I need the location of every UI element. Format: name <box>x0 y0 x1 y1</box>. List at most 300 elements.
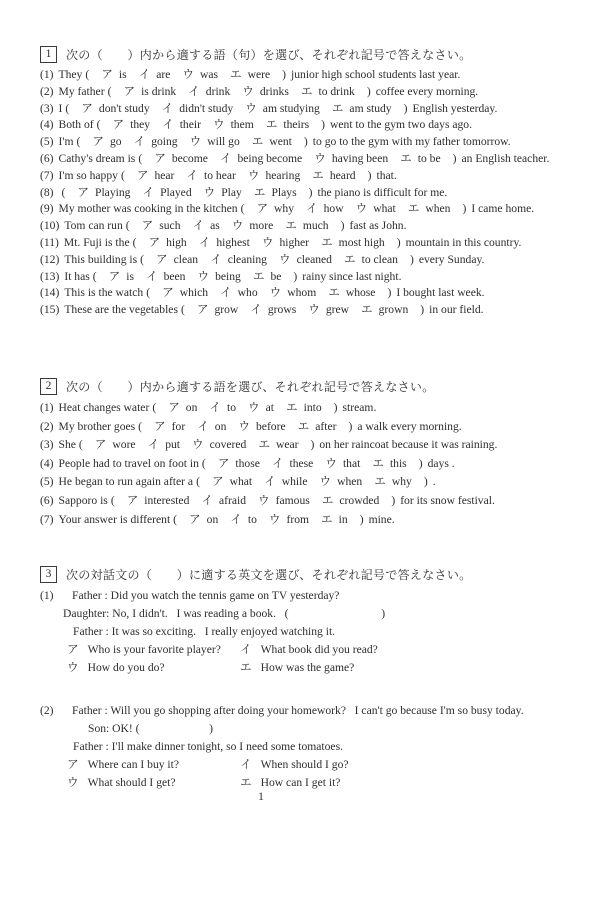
section-number-box: 3 <box>40 566 57 583</box>
question-line <box>40 285 574 302</box>
dialogue-text: Father : I'll make dinner tonight, so I need some tomatoes. <box>73 740 343 754</box>
option-text: to <box>227 400 237 414</box>
option-kana: ウ <box>242 84 254 98</box>
option-kana: エ <box>321 493 334 507</box>
question-number: (9) <box>40 202 54 216</box>
option-text: after <box>315 419 337 433</box>
option-kana: エ <box>253 185 266 199</box>
option-kana: ア <box>112 118 125 132</box>
question-number: (12) <box>40 252 60 266</box>
option-kana: ア <box>256 202 269 216</box>
question-post-text: stream. <box>342 400 377 414</box>
option-text: being <box>215 269 241 283</box>
option-text: cleaning <box>227 252 267 266</box>
close-paren: ) <box>418 456 423 470</box>
close-paren: ) <box>396 235 401 249</box>
option-text: why <box>391 475 412 489</box>
option-kana: ウ <box>269 286 282 300</box>
option-kana: エ <box>285 219 297 233</box>
question-number: (14) <box>40 286 60 300</box>
choice-item <box>67 756 240 774</box>
option-text: to clean <box>361 252 398 266</box>
section-3 <box>40 566 574 792</box>
option-text: interested <box>144 493 190 507</box>
option-text: what <box>229 475 253 489</box>
option-kana: イ <box>142 185 155 199</box>
choice-text: What book did you read? <box>260 643 378 657</box>
option-kana: ア <box>196 303 209 317</box>
option-kana: イ <box>250 303 262 317</box>
section-1 <box>40 46 574 319</box>
option-text: is <box>126 269 134 283</box>
close-paren: ) <box>403 101 408 115</box>
option-text: put <box>165 438 181 452</box>
option-text: what <box>373 202 396 216</box>
close-paren: ) <box>391 493 396 507</box>
option-text: drink <box>205 84 231 98</box>
option-kana: ア <box>77 185 90 199</box>
open-paren: ( <box>196 475 200 489</box>
question-line <box>40 436 574 455</box>
choice-item <box>240 659 574 677</box>
option-text: to drink <box>318 84 355 98</box>
question-pre-text: She <box>58 438 76 452</box>
question-pre-text: Mt. Fuji is the <box>63 235 130 249</box>
option-kana: ウ <box>231 219 244 233</box>
option-kana: ウ <box>247 168 260 182</box>
question-line <box>40 511 574 530</box>
option-text: how <box>323 202 344 216</box>
open-paren: ( <box>78 438 83 452</box>
option-kana: ア <box>154 151 166 165</box>
question-pre-text: My brother goes <box>58 419 136 433</box>
option-text: clean <box>173 252 199 266</box>
option-kana: エ <box>372 456 384 470</box>
question-line <box>40 418 574 437</box>
open-paren: ( <box>132 235 137 249</box>
option-text: while <box>281 475 308 489</box>
option-kana: ア <box>108 269 121 283</box>
option-kana: イ <box>210 252 222 266</box>
option-text: highest <box>216 235 250 249</box>
choices-grid <box>67 756 574 792</box>
choice-item <box>240 774 574 792</box>
question-line <box>40 252 574 269</box>
option-kana: ウ <box>197 269 210 283</box>
option-text: they <box>130 118 151 132</box>
option-kana: エ <box>321 235 333 249</box>
question-post-text: coffee every morning. <box>375 84 479 98</box>
close-paren: ) <box>462 202 467 216</box>
option-text: those <box>235 456 260 470</box>
open-paren: ( <box>61 185 66 199</box>
option-text: when <box>425 202 451 216</box>
option-kana: イ <box>219 151 232 165</box>
close-paren: ) <box>303 135 308 149</box>
question-pre-text: It has <box>64 269 90 283</box>
option-text: much <box>302 219 329 233</box>
option-kana: ウ <box>319 475 332 489</box>
question-number: (3) <box>40 101 54 115</box>
question-line <box>40 101 574 118</box>
option-kana: エ <box>251 135 264 149</box>
option-kana: ウ <box>248 400 260 414</box>
question-post-text: . <box>432 475 436 489</box>
option-text: is <box>118 68 127 81</box>
question-pre-text: Sapporo is <box>58 493 108 507</box>
option-text: these <box>289 456 314 470</box>
option-text: into <box>303 400 322 414</box>
option-text: drinks <box>259 84 289 98</box>
close-paren: ) <box>452 151 457 165</box>
option-kana: イ <box>147 438 160 452</box>
question-number: (5) <box>40 475 54 489</box>
question-line <box>40 117 574 134</box>
question-line <box>40 473 574 492</box>
question-post-text: in our field. <box>429 303 484 317</box>
choice-text: Who is your favorite player? <box>87 643 221 657</box>
option-text: grows <box>267 303 297 317</box>
option-kana: エ <box>343 252 356 266</box>
dialogue-2 <box>40 702 574 792</box>
question-post-text: I bought last week. <box>396 286 485 300</box>
close-paren: ) <box>310 438 315 452</box>
choice-kana: ア <box>67 643 79 657</box>
question-list <box>40 399 574 529</box>
question-post-text: English yesterday. <box>412 101 498 115</box>
dialogue-text: Father : It was so exciting. I really enjoyed watching it. <box>73 625 336 639</box>
open-paren: ( <box>125 219 130 233</box>
dialogue-text: Daughter: No, I didn't. I was reading a book. ( ) <box>63 607 386 621</box>
option-kana: イ <box>220 286 232 300</box>
option-kana: イ <box>145 269 158 283</box>
option-kana: エ <box>300 84 313 98</box>
close-paren: ) <box>367 168 372 182</box>
option-kana: エ <box>286 400 298 414</box>
question-pre-text: I <box>58 101 63 115</box>
question-post-text: mine. <box>368 512 395 526</box>
open-paren: ( <box>85 68 90 81</box>
option-kana: イ <box>133 135 146 149</box>
option-kana: エ <box>252 269 265 283</box>
option-text: Played <box>160 185 192 199</box>
open-paren: ( <box>140 252 144 266</box>
close-paren: ) <box>366 84 371 98</box>
choice-text: What should I get? <box>87 776 176 790</box>
option-text: on <box>214 419 227 433</box>
question-number: (1) <box>40 400 54 414</box>
option-kana: イ <box>306 202 318 216</box>
option-text: Plays <box>271 185 297 199</box>
choice-kana: エ <box>240 776 252 790</box>
option-text: why <box>274 202 295 216</box>
option-kana: エ <box>374 475 386 489</box>
close-paren: ) <box>293 269 298 283</box>
option-kana: エ <box>297 419 310 433</box>
question-post-text: every Sunday. <box>418 252 485 266</box>
choice-item <box>67 774 240 792</box>
option-kana: ア <box>94 438 107 452</box>
option-kana: エ <box>407 202 420 216</box>
option-text: to hear <box>204 168 236 182</box>
question-number: (4) <box>40 118 54 132</box>
choice-kana: ウ <box>67 661 79 675</box>
question-number: (6) <box>40 493 54 507</box>
option-kana: ウ <box>278 252 291 266</box>
option-text: wore <box>112 438 136 452</box>
option-kana: イ <box>201 493 213 507</box>
option-kana: イ <box>198 235 211 249</box>
option-text: being become <box>237 151 303 165</box>
option-kana: エ <box>321 512 333 526</box>
option-text: which <box>179 286 209 300</box>
question-number: (13) <box>40 269 60 283</box>
question-line <box>40 455 574 474</box>
option-text: hear <box>154 168 175 182</box>
option-text: for <box>171 419 186 433</box>
question-pre-text: Heat changes water <box>58 400 150 414</box>
section-header <box>40 378 574 395</box>
close-paren: ) <box>340 219 345 233</box>
question-pre-text: Tom can run <box>64 219 123 233</box>
question-pre-text: This building is <box>64 252 138 266</box>
option-text: grew <box>325 303 350 317</box>
question-post-text: junior high school students last year. <box>291 68 461 81</box>
option-text: before <box>256 419 286 433</box>
section-instruction: 次の（ ）内から適する語を選び、それぞれ記号で答えなさい。 <box>66 379 435 394</box>
question-post-text: fast as John. <box>349 219 407 233</box>
option-kana: エ <box>361 303 373 317</box>
close-paren: ) <box>423 475 428 489</box>
dialogue-line <box>73 623 574 641</box>
close-paren: ) <box>348 419 353 433</box>
option-text: don't study <box>98 101 150 115</box>
close-paren: ) <box>321 118 325 132</box>
question-post-text: to go to the gym with my father tomorrow. <box>312 135 511 149</box>
section-2 <box>40 378 574 529</box>
option-kana: イ <box>188 84 200 98</box>
option-kana: ウ <box>238 419 250 433</box>
question-number: (15) <box>40 303 60 317</box>
option-text: from <box>286 512 310 526</box>
choice-item <box>67 659 240 677</box>
question-line <box>40 151 574 168</box>
open-paren: ( <box>138 419 143 433</box>
option-text: hearing <box>265 168 301 182</box>
choice-text: How was the game? <box>260 661 355 675</box>
dialogue-number: (2) <box>40 704 54 718</box>
open-paren: ( <box>173 512 178 526</box>
option-kana: ア <box>92 135 104 149</box>
option-kana: ア <box>141 219 154 233</box>
dialogue-text: Father : Will you go shopping after doing your homework? I can't go because I'm so busy today. <box>72 704 524 718</box>
choice-text: How can I get it? <box>260 776 341 790</box>
choice-text: When should I go? <box>260 758 349 772</box>
option-text: their <box>179 118 201 132</box>
open-paren: ( <box>240 202 245 216</box>
question-post-text: on her raincoat because it was raining. <box>319 438 498 452</box>
dialogue-line <box>40 587 574 605</box>
option-kana: ウ <box>182 68 194 81</box>
option-text: such <box>159 219 181 233</box>
option-kana: エ <box>400 151 412 165</box>
dialogue-line <box>88 720 574 738</box>
close-paren: ) <box>308 185 313 199</box>
option-text: go <box>109 135 122 149</box>
question-post-text: days . <box>427 456 455 470</box>
option-kana: ウ <box>192 438 204 452</box>
question-number: (3) <box>40 438 54 452</box>
option-text: going <box>151 135 178 149</box>
question-post-text: I came home. <box>471 202 535 216</box>
option-text: at <box>265 400 275 414</box>
option-kana: ア <box>136 168 149 182</box>
choice-text: Where can I buy it? <box>87 758 180 772</box>
question-line <box>40 302 574 319</box>
option-kana: イ <box>209 400 221 414</box>
choice-item <box>240 756 574 774</box>
open-paren: ( <box>120 168 125 182</box>
open-paren: ( <box>76 135 81 149</box>
option-kana: ウ <box>203 185 216 199</box>
question-number: (4) <box>40 456 54 470</box>
dialogue-line <box>63 605 574 623</box>
option-kana: エ <box>328 286 340 300</box>
dialogue-line <box>73 738 574 756</box>
question-post-text: that. <box>376 168 397 182</box>
question-line <box>40 235 574 252</box>
open-paren: ( <box>201 456 206 470</box>
option-text: Playing <box>95 185 131 199</box>
question-line <box>40 399 574 418</box>
option-kana: ア <box>148 235 161 249</box>
option-kana: ア <box>217 456 230 470</box>
option-kana: ウ <box>268 512 281 526</box>
option-kana: イ <box>186 168 198 182</box>
question-pre-text: My mother was cooking in the kitchen <box>58 202 238 216</box>
option-text: when <box>337 475 363 489</box>
choices-grid <box>67 641 574 677</box>
option-text: afraid <box>218 493 247 507</box>
question-number: (11) <box>40 235 59 249</box>
option-kana: ウ <box>261 235 274 249</box>
option-text: whose <box>345 286 376 300</box>
question-line <box>40 218 574 235</box>
question-post-text: for its snow festival. <box>400 493 495 507</box>
option-text: wear <box>275 438 299 452</box>
section-number-box: 2 <box>40 378 57 395</box>
open-paren: ( <box>152 400 157 414</box>
close-paren: ) <box>420 303 425 317</box>
question-line <box>40 269 574 286</box>
question-line <box>40 185 574 202</box>
choice-item <box>240 641 574 659</box>
question-list <box>40 67 574 319</box>
section-header <box>40 46 574 63</box>
option-text: who <box>237 286 258 300</box>
open-paren: ( <box>96 118 101 132</box>
option-kana: ア <box>156 252 168 266</box>
option-kana: イ <box>264 475 276 489</box>
question-pre-text: My father <box>58 84 105 98</box>
open-paren: ( <box>65 101 70 115</box>
option-text: as <box>210 219 220 233</box>
question-pre-text: Cathy's dream is <box>58 151 136 165</box>
option-kana: ア <box>162 286 174 300</box>
option-kana: ア <box>211 475 224 489</box>
option-kana: ウ <box>314 151 326 165</box>
option-text: famous <box>275 493 310 507</box>
option-kana: エ <box>265 118 278 132</box>
option-text: am studying <box>262 101 320 115</box>
option-kana: イ <box>162 118 174 132</box>
open-paren: ( <box>138 151 143 165</box>
option-kana: ア <box>154 419 166 433</box>
option-text: heard <box>329 168 356 182</box>
option-text: them <box>230 118 254 132</box>
option-text: having been <box>331 151 389 165</box>
question-post-text: mountain in this country. <box>405 235 522 249</box>
question-pre-text: These are the vegetables <box>64 303 178 317</box>
question-post-text: the piano is difficult for me. <box>317 185 448 199</box>
option-text: grown <box>378 303 409 317</box>
option-kana: イ <box>161 101 174 115</box>
option-kana: イ <box>271 456 284 470</box>
option-text: covered <box>209 438 247 452</box>
option-kana: イ <box>230 512 242 526</box>
section-number-box: 1 <box>40 46 57 63</box>
option-text: more <box>249 219 274 233</box>
question-post-text: rainy since last night. <box>302 269 402 283</box>
section-header <box>40 566 574 583</box>
question-pre-text: I'm <box>58 135 74 149</box>
open-paren: ( <box>180 303 185 317</box>
question-post-text: a walk every morning. <box>357 419 462 433</box>
open-paren: ( <box>92 269 97 283</box>
question-number: (2) <box>40 419 54 433</box>
question-post-text: went to the gym two days ago. <box>330 118 473 132</box>
option-text: went <box>269 135 292 149</box>
option-kana: ア <box>101 68 113 81</box>
option-text: high <box>166 235 187 249</box>
close-paren: ) <box>282 68 286 81</box>
choice-kana: ウ <box>67 776 79 790</box>
close-paren: ) <box>409 252 414 266</box>
section-instruction: 次の対話文の（ ）に適する英文を選び、それぞれ記号で答えなさい。 <box>66 568 472 583</box>
option-text: on <box>206 512 219 526</box>
open-paren: ( <box>110 493 115 507</box>
question-line <box>40 492 574 511</box>
dialogue-text: Father : Did you watch the tennis game on TV yesterday? <box>72 589 340 603</box>
option-text: this <box>389 456 407 470</box>
close-paren: ) <box>359 512 364 526</box>
option-text: most high <box>338 235 385 249</box>
question-line <box>40 201 574 218</box>
question-pre-text: Your answer is different <box>58 512 171 526</box>
option-text: to <box>247 512 257 526</box>
choice-kana: エ <box>240 661 252 675</box>
question-number: (5) <box>40 135 54 149</box>
option-text: been <box>163 269 186 283</box>
option-kana: ア <box>123 84 136 98</box>
option-kana: ウ <box>355 202 368 216</box>
option-kana: ウ <box>325 456 337 470</box>
dialogue-1 <box>40 587 574 677</box>
question-number: (7) <box>40 168 54 182</box>
option-kana: エ <box>258 438 270 452</box>
choice-item <box>67 641 240 659</box>
question-number: (7) <box>40 512 54 526</box>
